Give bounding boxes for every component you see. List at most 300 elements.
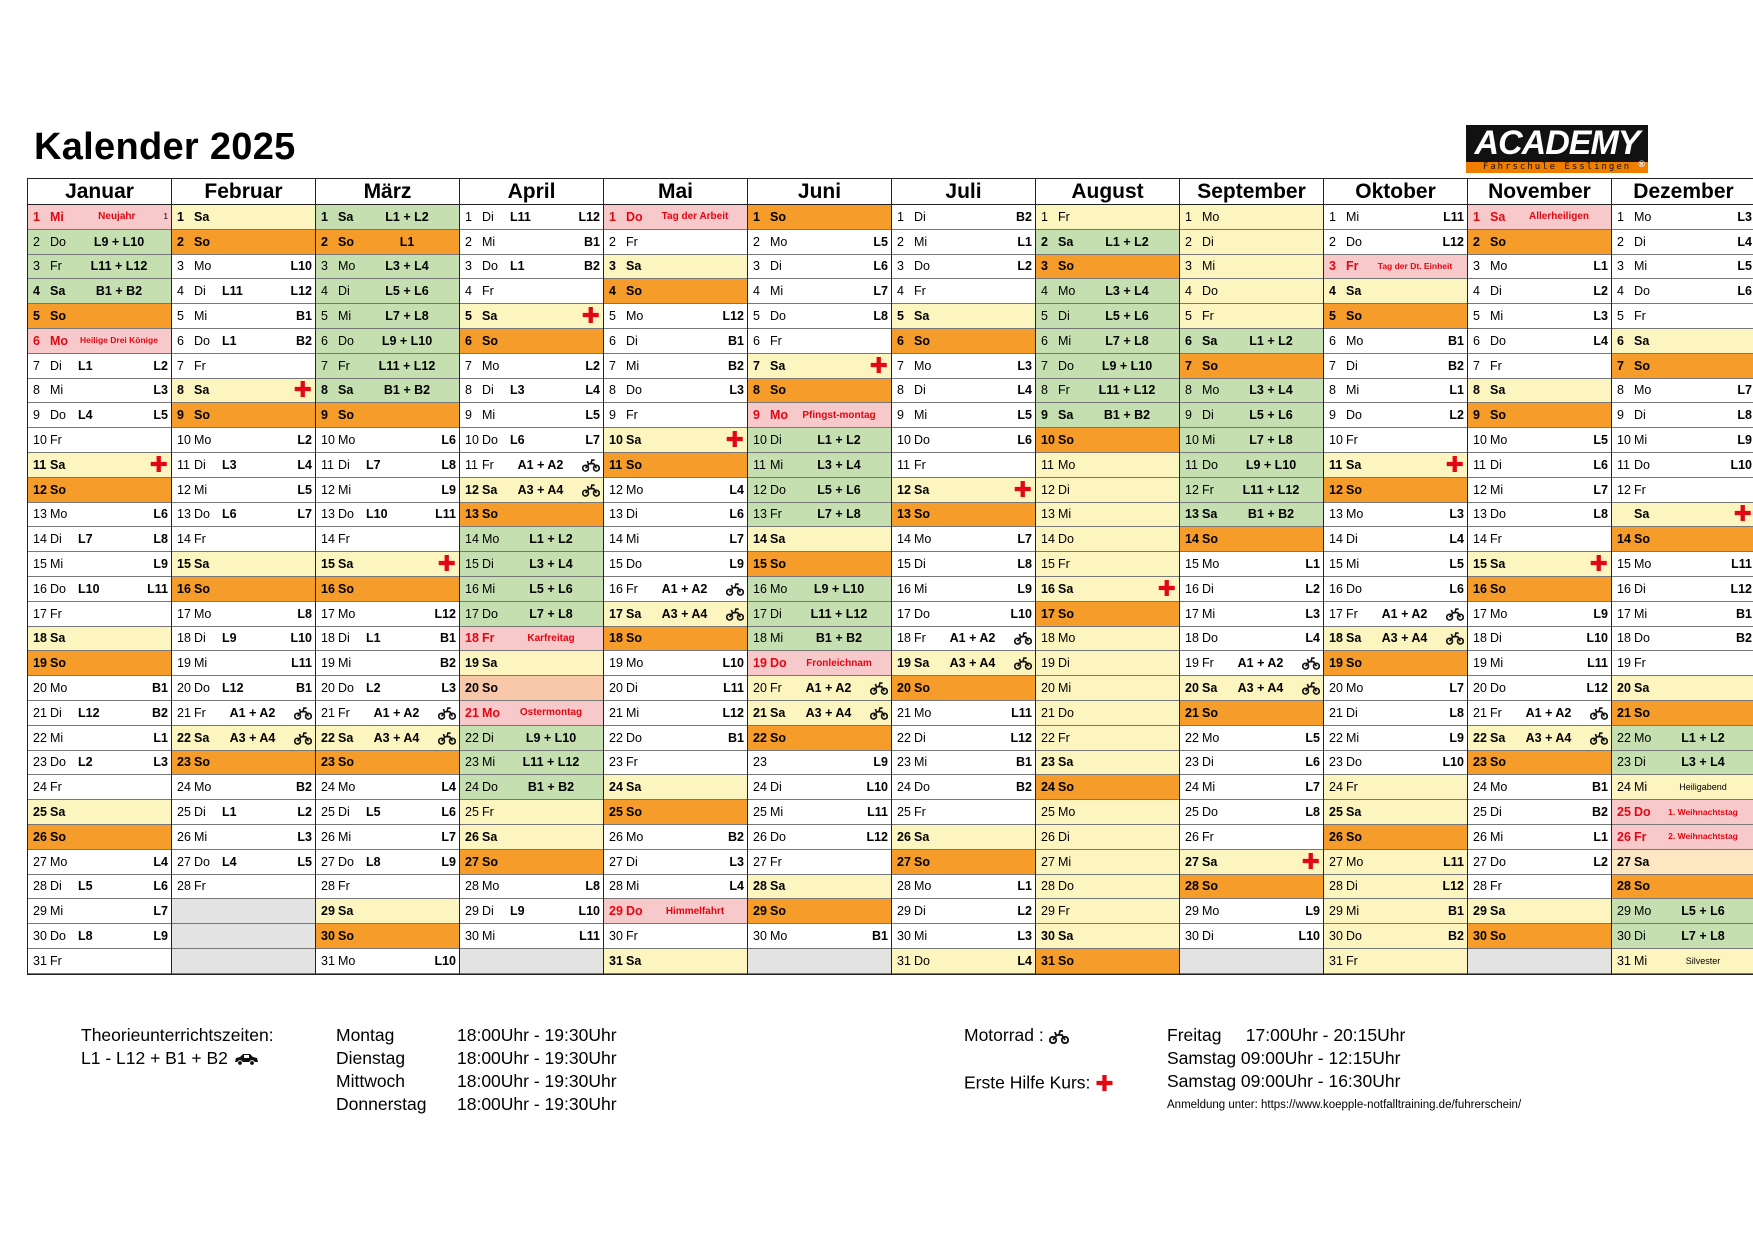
day-cell[interactable] xyxy=(604,527,747,552)
day-cell[interactable] xyxy=(1612,949,1753,974)
day-cell[interactable] xyxy=(316,527,459,552)
day-cell[interactable] xyxy=(892,379,1035,404)
day-cell[interactable] xyxy=(460,255,603,280)
day-cell[interactable] xyxy=(1612,676,1753,701)
day-cell[interactable] xyxy=(892,924,1035,949)
day-cell[interactable] xyxy=(28,304,171,329)
day-cell[interactable] xyxy=(28,329,171,354)
day-cell[interactable] xyxy=(748,651,891,676)
day-cell[interactable] xyxy=(748,676,891,701)
day-cell[interactable] xyxy=(172,676,315,701)
day-cell[interactable] xyxy=(1468,552,1611,577)
day-cell[interactable] xyxy=(28,825,171,850)
day-cell[interactable] xyxy=(460,527,603,552)
day-cell[interactable] xyxy=(1612,627,1753,652)
day-cell[interactable] xyxy=(604,949,747,974)
day-cell[interactable] xyxy=(316,627,459,652)
day-cell[interactable] xyxy=(1468,354,1611,379)
day-cell[interactable] xyxy=(604,403,747,428)
day-cell[interactable] xyxy=(172,701,315,726)
day-cell[interactable] xyxy=(316,379,459,404)
day-cell[interactable] xyxy=(1036,800,1179,825)
day-cell[interactable] xyxy=(1180,403,1323,428)
day-cell[interactable] xyxy=(1180,279,1323,304)
day-cell[interactable] xyxy=(1612,825,1753,850)
day-cell[interactable] xyxy=(172,602,315,627)
day-cell[interactable] xyxy=(1180,329,1323,354)
day-cell[interactable] xyxy=(460,627,603,652)
day-cell[interactable] xyxy=(1324,329,1467,354)
day-cell[interactable] xyxy=(1612,453,1753,478)
day-cell[interactable] xyxy=(604,775,747,800)
day-cell[interactable] xyxy=(1180,602,1323,627)
day-cell[interactable] xyxy=(892,279,1035,304)
day-cell[interactable] xyxy=(1324,403,1467,428)
day-cell[interactable] xyxy=(1612,552,1753,577)
day-cell[interactable] xyxy=(1468,899,1611,924)
day-cell[interactable] xyxy=(1324,651,1467,676)
day-cell[interactable] xyxy=(748,205,891,230)
day-cell[interactable] xyxy=(1324,379,1467,404)
day-cell[interactable] xyxy=(1180,751,1323,776)
day-cell[interactable] xyxy=(1180,478,1323,503)
day-cell[interactable] xyxy=(28,800,171,825)
day-cell[interactable] xyxy=(28,627,171,652)
day-cell[interactable] xyxy=(28,751,171,776)
day-cell[interactable] xyxy=(604,453,747,478)
day-cell[interactable] xyxy=(1036,627,1179,652)
day-cell[interactable] xyxy=(460,279,603,304)
day-cell[interactable] xyxy=(892,354,1035,379)
day-cell[interactable] xyxy=(1180,304,1323,329)
day-cell[interactable] xyxy=(1324,304,1467,329)
day-cell[interactable] xyxy=(316,676,459,701)
day-cell[interactable] xyxy=(604,354,747,379)
day-cell[interactable] xyxy=(748,899,891,924)
day-cell[interactable] xyxy=(1612,924,1753,949)
day-cell[interactable] xyxy=(172,329,315,354)
day-cell[interactable] xyxy=(172,726,315,751)
day-cell[interactable] xyxy=(316,651,459,676)
day-cell[interactable] xyxy=(460,651,603,676)
day-cell[interactable] xyxy=(316,478,459,503)
day-cell[interactable] xyxy=(604,552,747,577)
day-cell[interactable] xyxy=(316,577,459,602)
day-cell[interactable] xyxy=(172,552,315,577)
day-cell[interactable] xyxy=(892,453,1035,478)
day-cell[interactable] xyxy=(1468,403,1611,428)
day-cell[interactable] xyxy=(604,924,747,949)
day-cell[interactable] xyxy=(1324,775,1467,800)
day-cell[interactable] xyxy=(748,850,891,875)
day-cell[interactable] xyxy=(1324,279,1467,304)
day-cell[interactable] xyxy=(460,354,603,379)
day-cell[interactable] xyxy=(604,701,747,726)
day-cell[interactable] xyxy=(604,255,747,280)
day-cell[interactable] xyxy=(316,701,459,726)
day-cell[interactable] xyxy=(1036,453,1179,478)
day-cell[interactable] xyxy=(748,875,891,900)
day-cell[interactable] xyxy=(604,577,747,602)
day-cell[interactable] xyxy=(1036,850,1179,875)
day-cell[interactable] xyxy=(604,751,747,776)
day-cell[interactable] xyxy=(1036,205,1179,230)
day-cell[interactable] xyxy=(28,230,171,255)
day-cell[interactable] xyxy=(892,552,1035,577)
day-cell[interactable] xyxy=(1468,478,1611,503)
day-cell[interactable] xyxy=(1612,726,1753,751)
day-cell[interactable] xyxy=(892,503,1035,528)
day-cell[interactable] xyxy=(28,428,171,453)
day-cell[interactable] xyxy=(1324,230,1467,255)
day-cell[interactable] xyxy=(1612,899,1753,924)
day-cell[interactable] xyxy=(1180,651,1323,676)
day-cell[interactable] xyxy=(748,230,891,255)
day-cell[interactable] xyxy=(748,279,891,304)
day-cell[interactable] xyxy=(172,205,315,230)
day-cell[interactable] xyxy=(316,503,459,528)
day-cell[interactable] xyxy=(604,379,747,404)
day-cell[interactable] xyxy=(460,726,603,751)
day-cell[interactable] xyxy=(460,379,603,404)
day-cell[interactable] xyxy=(892,899,1035,924)
day-cell[interactable] xyxy=(460,428,603,453)
day-cell[interactable] xyxy=(1468,379,1611,404)
day-cell[interactable] xyxy=(1612,577,1753,602)
day-cell[interactable] xyxy=(316,949,459,974)
day-cell[interactable] xyxy=(460,602,603,627)
day-cell[interactable] xyxy=(1036,503,1179,528)
signup-link[interactable]: Anmeldung unter: https://www.koepple-notfalltraining.de/fuhrerschein/ xyxy=(1167,1099,1522,1111)
day-cell[interactable] xyxy=(1036,354,1179,379)
day-cell[interactable] xyxy=(460,329,603,354)
day-cell[interactable] xyxy=(172,577,315,602)
day-cell[interactable] xyxy=(1036,577,1179,602)
day-cell[interactable] xyxy=(1612,800,1753,825)
day-cell[interactable] xyxy=(1180,726,1323,751)
day-cell[interactable] xyxy=(604,602,747,627)
day-cell[interactable] xyxy=(1612,602,1753,627)
day-cell[interactable] xyxy=(460,503,603,528)
day-cell[interactable] xyxy=(1468,205,1611,230)
day-cell[interactable] xyxy=(1468,577,1611,602)
day-cell[interactable] xyxy=(28,205,171,230)
day-cell[interactable] xyxy=(604,279,747,304)
day-cell[interactable] xyxy=(316,552,459,577)
day-cell[interactable] xyxy=(28,775,171,800)
day-cell[interactable] xyxy=(28,676,171,701)
day-cell[interactable] xyxy=(892,329,1035,354)
day-cell[interactable] xyxy=(172,875,315,900)
day-cell[interactable] xyxy=(1612,354,1753,379)
day-cell[interactable] xyxy=(604,503,747,528)
day-cell[interactable] xyxy=(172,949,315,974)
day-cell[interactable] xyxy=(460,205,603,230)
day-cell[interactable] xyxy=(1036,924,1179,949)
day-cell[interactable] xyxy=(748,627,891,652)
day-cell[interactable] xyxy=(1324,602,1467,627)
day-cell[interactable] xyxy=(604,825,747,850)
day-cell[interactable] xyxy=(1036,875,1179,900)
day-cell[interactable] xyxy=(172,428,315,453)
day-cell[interactable] xyxy=(748,304,891,329)
day-cell[interactable] xyxy=(1324,676,1467,701)
day-cell[interactable] xyxy=(892,527,1035,552)
day-cell[interactable] xyxy=(748,354,891,379)
day-cell[interactable] xyxy=(892,602,1035,627)
day-cell[interactable] xyxy=(460,949,603,974)
day-cell[interactable] xyxy=(172,230,315,255)
day-cell[interactable] xyxy=(1612,527,1753,552)
day-cell[interactable] xyxy=(1324,924,1467,949)
day-cell[interactable] xyxy=(748,701,891,726)
day-cell[interactable] xyxy=(892,825,1035,850)
day-cell[interactable] xyxy=(28,701,171,726)
day-cell[interactable] xyxy=(604,205,747,230)
day-cell[interactable] xyxy=(1036,751,1179,776)
day-cell[interactable] xyxy=(748,552,891,577)
day-cell[interactable] xyxy=(1180,676,1323,701)
day-cell[interactable] xyxy=(316,279,459,304)
day-cell[interactable] xyxy=(316,800,459,825)
day-cell[interactable] xyxy=(316,230,459,255)
day-cell[interactable] xyxy=(604,726,747,751)
day-cell[interactable] xyxy=(1468,701,1611,726)
day-cell[interactable] xyxy=(748,329,891,354)
day-cell[interactable] xyxy=(748,800,891,825)
day-cell[interactable] xyxy=(604,304,747,329)
day-cell[interactable] xyxy=(604,478,747,503)
day-cell[interactable] xyxy=(604,651,747,676)
day-cell[interactable] xyxy=(892,850,1035,875)
day-cell[interactable] xyxy=(892,577,1035,602)
day-cell[interactable] xyxy=(1612,875,1753,900)
day-cell[interactable] xyxy=(1324,825,1467,850)
day-cell[interactable] xyxy=(748,775,891,800)
day-cell[interactable] xyxy=(172,775,315,800)
day-cell[interactable] xyxy=(172,527,315,552)
day-cell[interactable] xyxy=(28,503,171,528)
day-cell[interactable] xyxy=(1036,676,1179,701)
day-cell[interactable] xyxy=(1324,503,1467,528)
day-cell[interactable] xyxy=(1180,354,1323,379)
day-cell[interactable] xyxy=(1612,775,1753,800)
day-cell[interactable] xyxy=(892,701,1035,726)
day-cell[interactable] xyxy=(892,478,1035,503)
day-cell[interactable] xyxy=(892,428,1035,453)
day-cell[interactable] xyxy=(1180,775,1323,800)
day-cell[interactable] xyxy=(1468,255,1611,280)
day-cell[interactable] xyxy=(172,850,315,875)
day-cell[interactable] xyxy=(1036,949,1179,974)
day-cell[interactable] xyxy=(1468,329,1611,354)
day-cell[interactable] xyxy=(1468,527,1611,552)
day-cell[interactable] xyxy=(460,552,603,577)
day-cell[interactable] xyxy=(1036,527,1179,552)
day-cell[interactable] xyxy=(1612,230,1753,255)
day-cell[interactable] xyxy=(748,577,891,602)
day-cell[interactable] xyxy=(172,279,315,304)
day-cell[interactable] xyxy=(892,205,1035,230)
day-cell[interactable] xyxy=(748,527,891,552)
day-cell[interactable] xyxy=(1324,428,1467,453)
day-cell[interactable] xyxy=(1612,205,1753,230)
day-cell[interactable] xyxy=(28,651,171,676)
day-cell[interactable] xyxy=(604,899,747,924)
day-cell[interactable] xyxy=(1180,875,1323,900)
day-cell[interactable] xyxy=(28,726,171,751)
day-cell[interactable] xyxy=(1612,279,1753,304)
day-cell[interactable] xyxy=(1468,751,1611,776)
day-cell[interactable] xyxy=(28,403,171,428)
day-cell[interactable] xyxy=(460,875,603,900)
day-cell[interactable] xyxy=(316,428,459,453)
day-cell[interactable] xyxy=(316,775,459,800)
day-cell[interactable] xyxy=(604,428,747,453)
day-cell[interactable] xyxy=(1180,577,1323,602)
day-cell[interactable] xyxy=(604,800,747,825)
day-cell[interactable] xyxy=(1324,627,1467,652)
day-cell[interactable] xyxy=(460,230,603,255)
day-cell[interactable] xyxy=(748,478,891,503)
day-cell[interactable] xyxy=(316,899,459,924)
day-cell[interactable] xyxy=(1036,255,1179,280)
day-cell[interactable] xyxy=(748,924,891,949)
day-cell[interactable] xyxy=(1180,899,1323,924)
day-cell[interactable] xyxy=(1324,726,1467,751)
day-cell[interactable] xyxy=(1468,676,1611,701)
day-cell[interactable] xyxy=(1612,503,1753,528)
day-cell[interactable] xyxy=(604,676,747,701)
day-cell[interactable] xyxy=(172,651,315,676)
day-cell[interactable] xyxy=(748,403,891,428)
day-cell[interactable] xyxy=(892,751,1035,776)
day-cell[interactable] xyxy=(1180,255,1323,280)
day-cell[interactable] xyxy=(1324,255,1467,280)
day-cell[interactable] xyxy=(892,403,1035,428)
day-cell[interactable] xyxy=(604,875,747,900)
day-cell[interactable] xyxy=(460,899,603,924)
day-cell[interactable] xyxy=(28,279,171,304)
day-cell[interactable] xyxy=(748,503,891,528)
day-cell[interactable] xyxy=(1468,875,1611,900)
day-cell[interactable] xyxy=(1468,602,1611,627)
day-cell[interactable] xyxy=(460,676,603,701)
day-cell[interactable] xyxy=(1324,875,1467,900)
day-cell[interactable] xyxy=(28,899,171,924)
day-cell[interactable] xyxy=(1036,701,1179,726)
day-cell[interactable] xyxy=(28,949,171,974)
day-cell[interactable] xyxy=(1324,552,1467,577)
day-cell[interactable] xyxy=(1612,651,1753,676)
day-cell[interactable] xyxy=(748,428,891,453)
day-cell[interactable] xyxy=(316,825,459,850)
day-cell[interactable] xyxy=(1036,651,1179,676)
day-cell[interactable] xyxy=(460,478,603,503)
day-cell[interactable] xyxy=(28,453,171,478)
day-cell[interactable] xyxy=(1324,478,1467,503)
day-cell[interactable] xyxy=(748,751,891,776)
day-cell[interactable] xyxy=(460,825,603,850)
day-cell[interactable] xyxy=(1036,552,1179,577)
day-cell[interactable] xyxy=(28,850,171,875)
day-cell[interactable] xyxy=(316,453,459,478)
day-cell[interactable] xyxy=(316,403,459,428)
day-cell[interactable] xyxy=(892,255,1035,280)
day-cell[interactable] xyxy=(892,304,1035,329)
day-cell[interactable] xyxy=(1036,403,1179,428)
day-cell[interactable] xyxy=(1612,403,1753,428)
day-cell[interactable] xyxy=(604,850,747,875)
day-cell[interactable] xyxy=(172,354,315,379)
day-cell[interactable] xyxy=(1468,503,1611,528)
day-cell[interactable] xyxy=(1468,949,1611,974)
day-cell[interactable] xyxy=(1324,850,1467,875)
day-cell[interactable] xyxy=(460,577,603,602)
day-cell[interactable] xyxy=(28,354,171,379)
day-cell[interactable] xyxy=(1468,800,1611,825)
day-cell[interactable] xyxy=(604,230,747,255)
day-cell[interactable] xyxy=(28,875,171,900)
day-cell[interactable] xyxy=(28,527,171,552)
day-cell[interactable] xyxy=(1180,205,1323,230)
day-cell[interactable] xyxy=(460,924,603,949)
day-cell[interactable] xyxy=(1180,527,1323,552)
day-cell[interactable] xyxy=(1036,726,1179,751)
day-cell[interactable] xyxy=(1036,602,1179,627)
day-cell[interactable] xyxy=(892,230,1035,255)
day-cell[interactable] xyxy=(316,304,459,329)
day-cell[interactable] xyxy=(172,751,315,776)
day-cell[interactable] xyxy=(460,453,603,478)
day-cell[interactable] xyxy=(316,875,459,900)
day-cell[interactable] xyxy=(460,775,603,800)
day-cell[interactable] xyxy=(1468,924,1611,949)
day-cell[interactable] xyxy=(172,800,315,825)
day-cell[interactable] xyxy=(892,627,1035,652)
day-cell[interactable] xyxy=(172,379,315,404)
day-cell[interactable] xyxy=(748,602,891,627)
day-cell[interactable] xyxy=(1612,379,1753,404)
day-cell[interactable] xyxy=(892,949,1035,974)
day-cell[interactable] xyxy=(1612,428,1753,453)
day-cell[interactable] xyxy=(28,255,171,280)
day-cell[interactable] xyxy=(460,701,603,726)
day-cell[interactable] xyxy=(604,329,747,354)
day-cell[interactable] xyxy=(1180,379,1323,404)
day-cell[interactable] xyxy=(892,651,1035,676)
day-cell[interactable] xyxy=(316,602,459,627)
day-cell[interactable] xyxy=(1324,205,1467,230)
day-cell[interactable] xyxy=(460,403,603,428)
day-cell[interactable] xyxy=(1612,701,1753,726)
day-cell[interactable] xyxy=(1036,329,1179,354)
day-cell[interactable] xyxy=(28,552,171,577)
day-cell[interactable] xyxy=(316,924,459,949)
day-cell[interactable] xyxy=(1612,304,1753,329)
day-cell[interactable] xyxy=(172,503,315,528)
day-cell[interactable] xyxy=(172,825,315,850)
day-cell[interactable] xyxy=(172,255,315,280)
day-cell[interactable] xyxy=(1180,850,1323,875)
day-cell[interactable] xyxy=(28,602,171,627)
day-cell[interactable] xyxy=(1036,304,1179,329)
day-cell[interactable] xyxy=(28,478,171,503)
day-cell[interactable] xyxy=(1324,800,1467,825)
day-cell[interactable] xyxy=(1324,453,1467,478)
day-cell[interactable] xyxy=(748,949,891,974)
day-cell[interactable] xyxy=(1468,453,1611,478)
